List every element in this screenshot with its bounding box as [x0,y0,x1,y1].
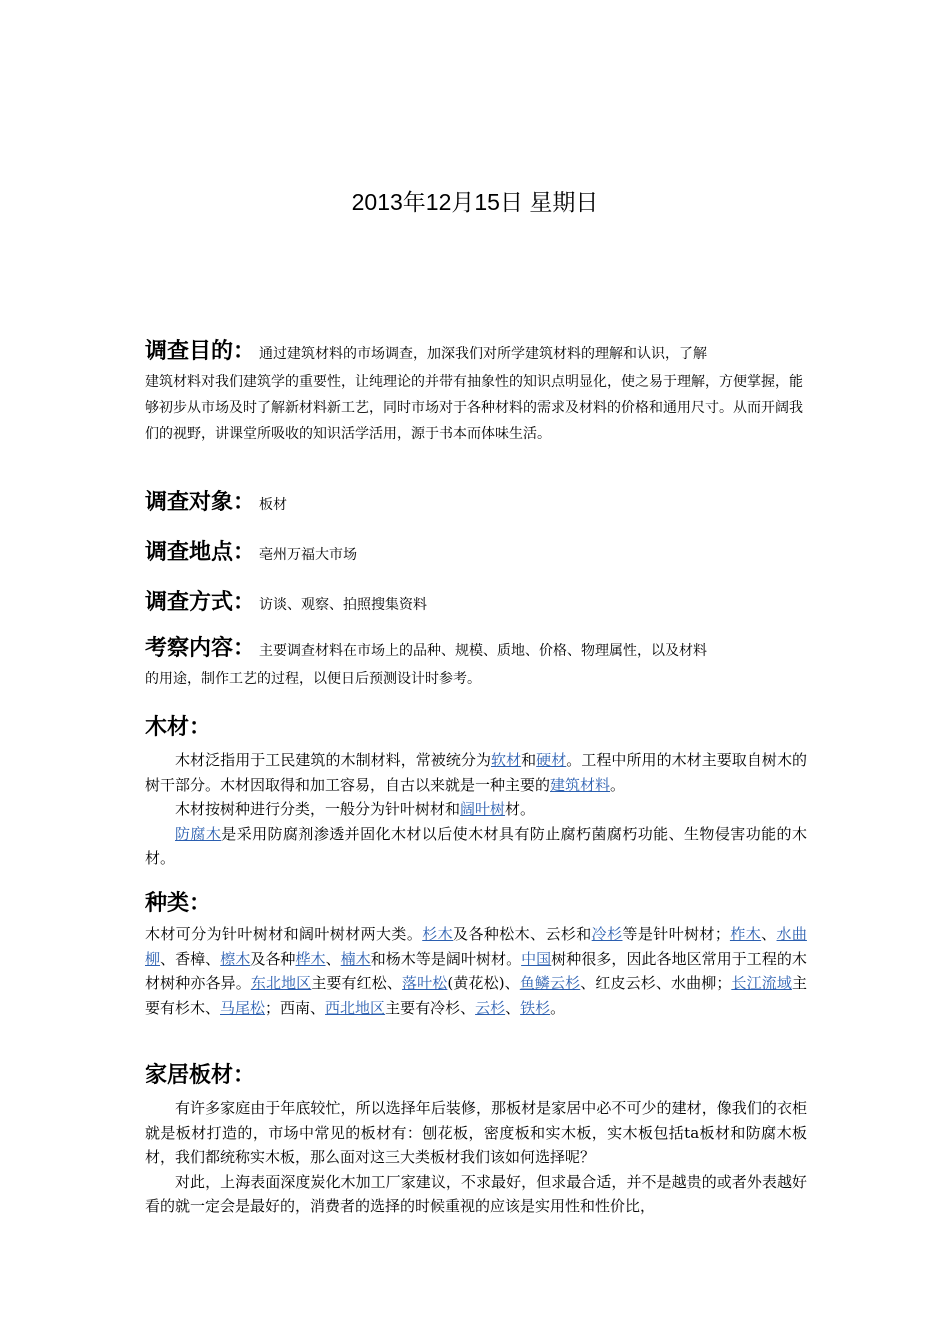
link-birch[interactable]: 桦木 [295,949,326,968]
link-yangtze[interactable]: 长江流域 [731,974,792,992]
content-label: 考察内容： [145,636,256,661]
link-northeast[interactable]: 东北地区 [250,974,312,992]
text-run: 、香樟、 [160,949,221,968]
text-run: 。工程中所用的木材主要取自树木的树干部分。木材因取得和加工容易，自古以来就是一种主要的 [145,751,807,794]
method-value: 访谈、观察、拍照搜集资料 [259,597,428,613]
text-run: 。 [610,775,626,794]
text-run: 、 [761,925,777,943]
purpose-text-line1: 通过建筑材料的市场调查，加深我们对所学建筑材料的理解和认识，了解 [259,346,708,362]
text-run: 木材按树种进行分类，一般分为针叶树材和 [175,800,461,818]
link-china[interactable]: 中国 [521,949,552,968]
link-sassafras[interactable]: 檫木 [220,949,251,968]
link-hemlock[interactable]: 铁杉 [520,998,551,1017]
link-larch[interactable]: 落叶松 [402,974,448,992]
text-run: 木材可分为针叶树材和阔叶树材两大类。 [145,925,423,943]
purpose-label: 调查目的： [145,339,256,364]
link-broadleaf[interactable]: 阔叶树 [460,800,506,818]
object-label: 调查对象： [145,490,256,515]
link-northwest[interactable]: 西北地区 [325,998,386,1017]
home-board-heading: 家居板材： [145,1063,256,1088]
text-run: 是采用防腐剂渗透并固化木材以后使木材具有防止腐朽菌腐朽功能、生物侵害功能的木材。 [145,824,807,867]
location-label: 调查地点： [145,540,256,565]
home-board-body [145,1096,807,1219]
text-run: 、 [325,949,341,968]
link-preserved-wood[interactable]: 防腐木 [175,824,222,843]
types-paragraph [145,922,807,1020]
text-run: 和杨木等是阔叶树材。 [370,949,522,968]
text-run: (黄花松)、 [447,974,520,992]
wood-paragraph-1 [145,748,807,797]
text-run: 主要有冷杉、 [385,998,476,1017]
home-paragraph-2: 对此，上海表面深度炭化木加工厂家建议，不求最好，但求最合适，并不是越贵的或者外表越好看的就一定会是最好的，消费者的选择的时候重视的应该是实用性和性价比， [145,1172,807,1215]
link-spruce-jezo[interactable]: 鱼鳞云杉 [519,974,581,992]
text-run: 材。 [505,800,536,818]
text-run: 等是针叶树材； [622,925,730,943]
location-section [145,535,805,568]
link-chinese-fir[interactable]: 杉木 [422,925,454,943]
location-value: 亳州万福大市场 [259,547,358,563]
link-masson-pine[interactable]: 马尾松 [220,998,266,1017]
link-hardwood[interactable]: 硬材 [536,751,567,769]
text-run: 和 [521,751,537,769]
purpose-text-rest: 建筑材料对我们建筑学的重要性，让纯理论的并带有抽象性的知识点明显化，使之易于理解，方便掌握，能够初步从市场及时了解新材料新工艺，同时市场对于各种材料的需求及材料的价格和通用尺寸。从而开阔我们的视野，讲课堂所吸收的知识活学活用，源于书本而体味生活。 [145,374,803,442]
text-run: 及各种松木、云杉和 [453,925,592,943]
wood-paragraph-3 [145,822,807,871]
link-fir[interactable]: 冷杉 [591,925,623,943]
types-heading: 种类： [145,891,212,916]
object-value: 板材 [259,497,288,513]
wood-heading: 木材： [145,715,212,740]
purpose-section [145,337,805,447]
content-text-line1: 主要调查材料在市场上的品种、规模、质地、价格、物理属性，以及材料 [259,643,708,659]
text-run: 及各种 [250,949,296,968]
content-text-rest: 的用途，制作工艺的过程，以便日后预测设计时参考。 [145,671,481,687]
text-run: 、 [505,998,521,1017]
text-run: 树种很多，因此各地区常用于工程的木材树种亦各异。 [145,949,807,992]
text-run: 木材泛指用于工民建筑的木制材料，常被统分为 [175,751,491,769]
text-run: 、红皮云杉、水曲柳； [580,974,732,992]
text-run: 主要有杉木、 [145,974,807,1017]
method-section [145,585,805,618]
link-nanmu[interactable]: 楠木 [340,949,371,968]
object-section [145,485,805,518]
text-run: 。 [550,998,566,1017]
link-building-material[interactable]: 建筑材料 [550,775,611,794]
link-spruce[interactable]: 云杉 [475,998,506,1017]
text-run: 主要有红松、 [311,974,403,992]
content-section [145,634,805,692]
link-softwood[interactable]: 软材 [491,751,522,769]
link-ash[interactable]: 水曲柳 [145,925,807,968]
types-body [145,922,807,1020]
method-label: 调查方式： [145,590,256,615]
home-paragraph-1: 有许多家庭由于年底较忙，所以选择年后装修，那板材是家居中必不可少的建材，像我们的衣柜就是板材打造的，市场中常见的板材有：刨花板，密度板和实木板，实木板包括ta板材和防腐木板材，我们都统称实木板，那么面对这三大类板材我们该如何选择呢？ [145,1099,807,1166]
link-oak[interactable]: 柞木 [729,925,762,943]
text-run: ；西南、 [265,998,326,1017]
wood-body [145,748,807,871]
wood-paragraph-2 [145,797,807,822]
page-title: 2013年12月15日 星期日 [351,189,599,215]
